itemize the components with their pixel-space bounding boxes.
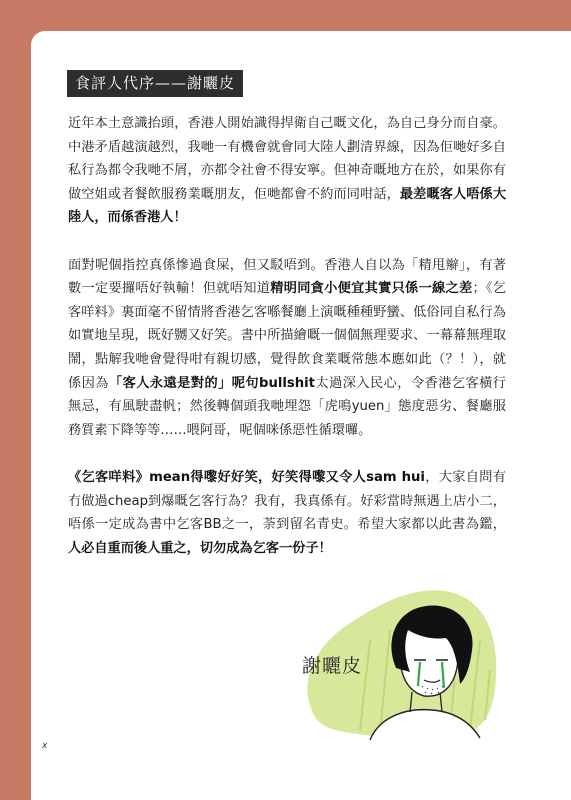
p2-text-a: 面對呢個指控真係慘過食屎，但又駁唔到。香港人自以為「精甩辮」，有著數一定要攞唔好執輸！但就唔知道 [68,257,506,297]
p3-bold-a: 《乞客咩料》mean得嚟好好笑，好笑得嚟又令人sam hui [68,469,425,485]
p2-text-c: 太過深入民心，令香港乞客橫行無忌，有風駛盡帆；然後轉個頭我哋埋怨「虎鳴yuen」態度惡劣、餐廳服務質素下降等等……喂阿哥，呢個咪係惡性循環囉。 [68,375,506,438]
p3-bold-b: 人必自重而後人重之，切勿成為乞客一份子！ [68,540,332,556]
p2-bold-b: 「客人永遠是對的」呢句bullshit [108,375,315,391]
p2-bold-a: 精明同貪小便宜其實只係一線之差 [270,281,473,297]
p1-bold: 最差嘅客人唔係大陸人，而係香港人！ [68,186,507,226]
p1-text: 近年本土意識抬頭，香港人開始識得捍衛自己嘅文化，為自己身分而自豪。中港矛盾越演越烈，我哋一有機會就會同大陸人劃清界線，因為佢哋好多自私行為都令我哋不屑，亦都令社會不得安寧。但神奇嘅地方在於，如果你有做空姐或者餐飲服務業嘅朋友，佢哋都會不約而同咁話， [68,116,506,202]
p3-text: ，大家自問有冇做過cheap到爆嘅乞客行為？我有，我真係有。好彩當時無遇上店小二，唔係一定成為書中乞客BB之一，荼到留名青史。希望大家都以此書為鑑， [68,469,506,533]
paragraph-1 [68,112,506,230]
page-number: x [42,741,48,751]
paragraph-3 [68,466,506,560]
preface-body [68,112,506,584]
author-signature: 謝曬皮 [302,655,363,677]
paragraph-2 [68,254,506,443]
section-title: 食評人代序——謝曬皮 [67,70,243,97]
p2-text-b: ；《乞客咩料》裏面毫不留情將香港乞客喺餐廳上演嘅種種野蠻、低俗同自私行為如實地呈現，既好嬲又好笑。書中所描繪嘅一個個無理要求、一幕幕無理取鬧，點解我哋會覺得咁有親切感，覺得飲食業嘅常態本應如此（？！），就係因為 [68,281,507,391]
